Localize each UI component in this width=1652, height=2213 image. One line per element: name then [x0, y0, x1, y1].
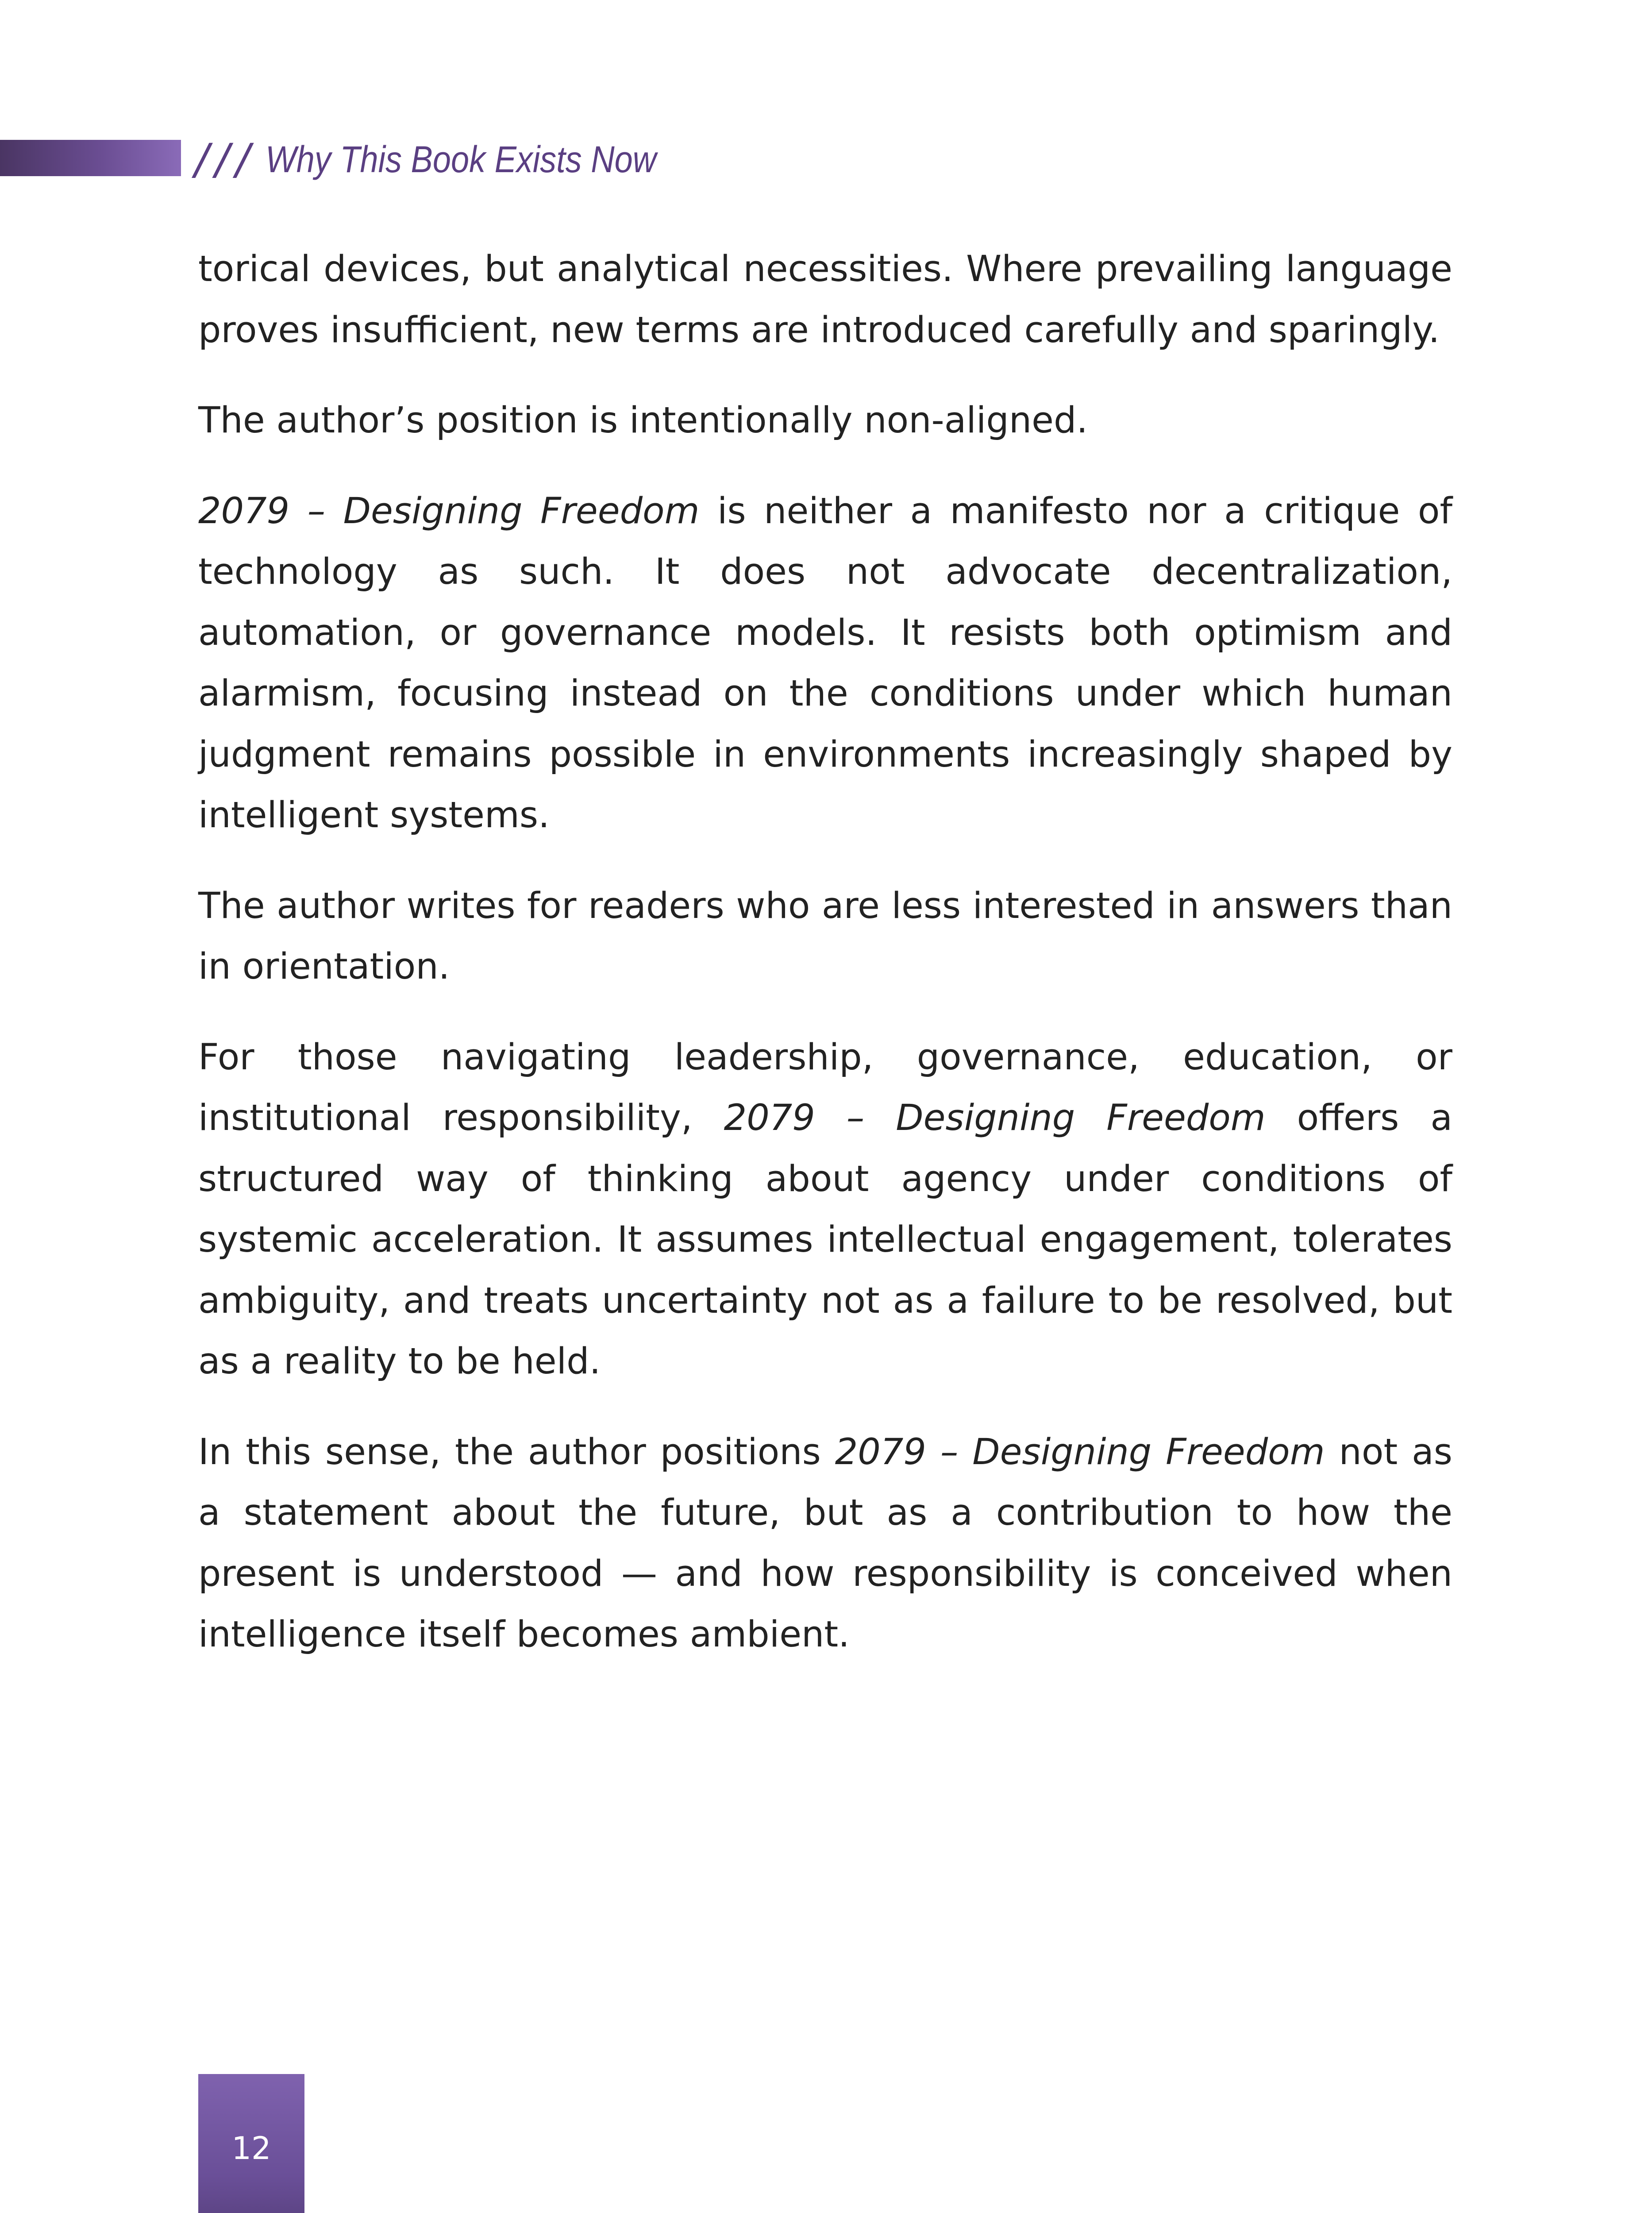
header-accent-bar — [0, 140, 181, 176]
paragraph-5 — [198, 1027, 1452, 1392]
paragraph-5-text-end: offers a structured way of thinking about agency under conditions of systemic acceleration. It assumes intellectual engagement, tolerates ambiguity, and treats uncertainty not as a failure to be resolved, but as a reality to be held. — [198, 1097, 1452, 1382]
running-header-title: Why This Book Exists Now — [266, 139, 657, 180]
book-title-italic: 2079 – Designing Freedom — [835, 1431, 1325, 1473]
paragraph-3 — [198, 481, 1452, 846]
book-title-italic: 2079 – Designing Freedom — [724, 1097, 1266, 1139]
paragraph-6-text-start: In this sense, the author positions — [198, 1431, 835, 1473]
paragraph-3-text: is neither a manifesto nor a critique of technology as such. It does not advocate decentralization, automation, or governance models. It resists both optimism and alarmism, focusing instead on the conditions under which human judgment remains possible in environments increasingly shaped by intelligent systems. — [198, 490, 1452, 836]
body-text — [198, 239, 1452, 1695]
paragraph-6-text-end: not as a statement about the future, but as a contribution to how the present is understood — and how responsibility is conceived when intelligence itself becomes ambient. — [198, 1431, 1452, 1655]
page-number: 12 — [231, 2130, 271, 2167]
paragraph-2 — [198, 390, 1452, 451]
header-slashes: /// — [195, 135, 257, 184]
page-number-tab — [198, 2074, 304, 2213]
paragraph-2-text: The author’s position is intentionally non-aligned. — [198, 400, 1088, 441]
paragraph-4-text: The author writes for readers who are less interested in answers than in orientation. — [198, 885, 1452, 987]
paragraph-6 — [198, 1422, 1452, 1666]
paragraph-1-text: torical devices, but analytical necessities. Where prevailing language proves insufficient, new terms are introduced carefully and sparingly. — [198, 248, 1452, 351]
paragraph-5-text-start: For those navigating leadership, governance, education, or institutional responsibility, — [198, 1036, 1452, 1139]
paragraph-1 — [198, 239, 1452, 361]
paragraph-4 — [198, 876, 1452, 998]
book-title-italic: 2079 – Designing Freedom — [198, 490, 700, 532]
